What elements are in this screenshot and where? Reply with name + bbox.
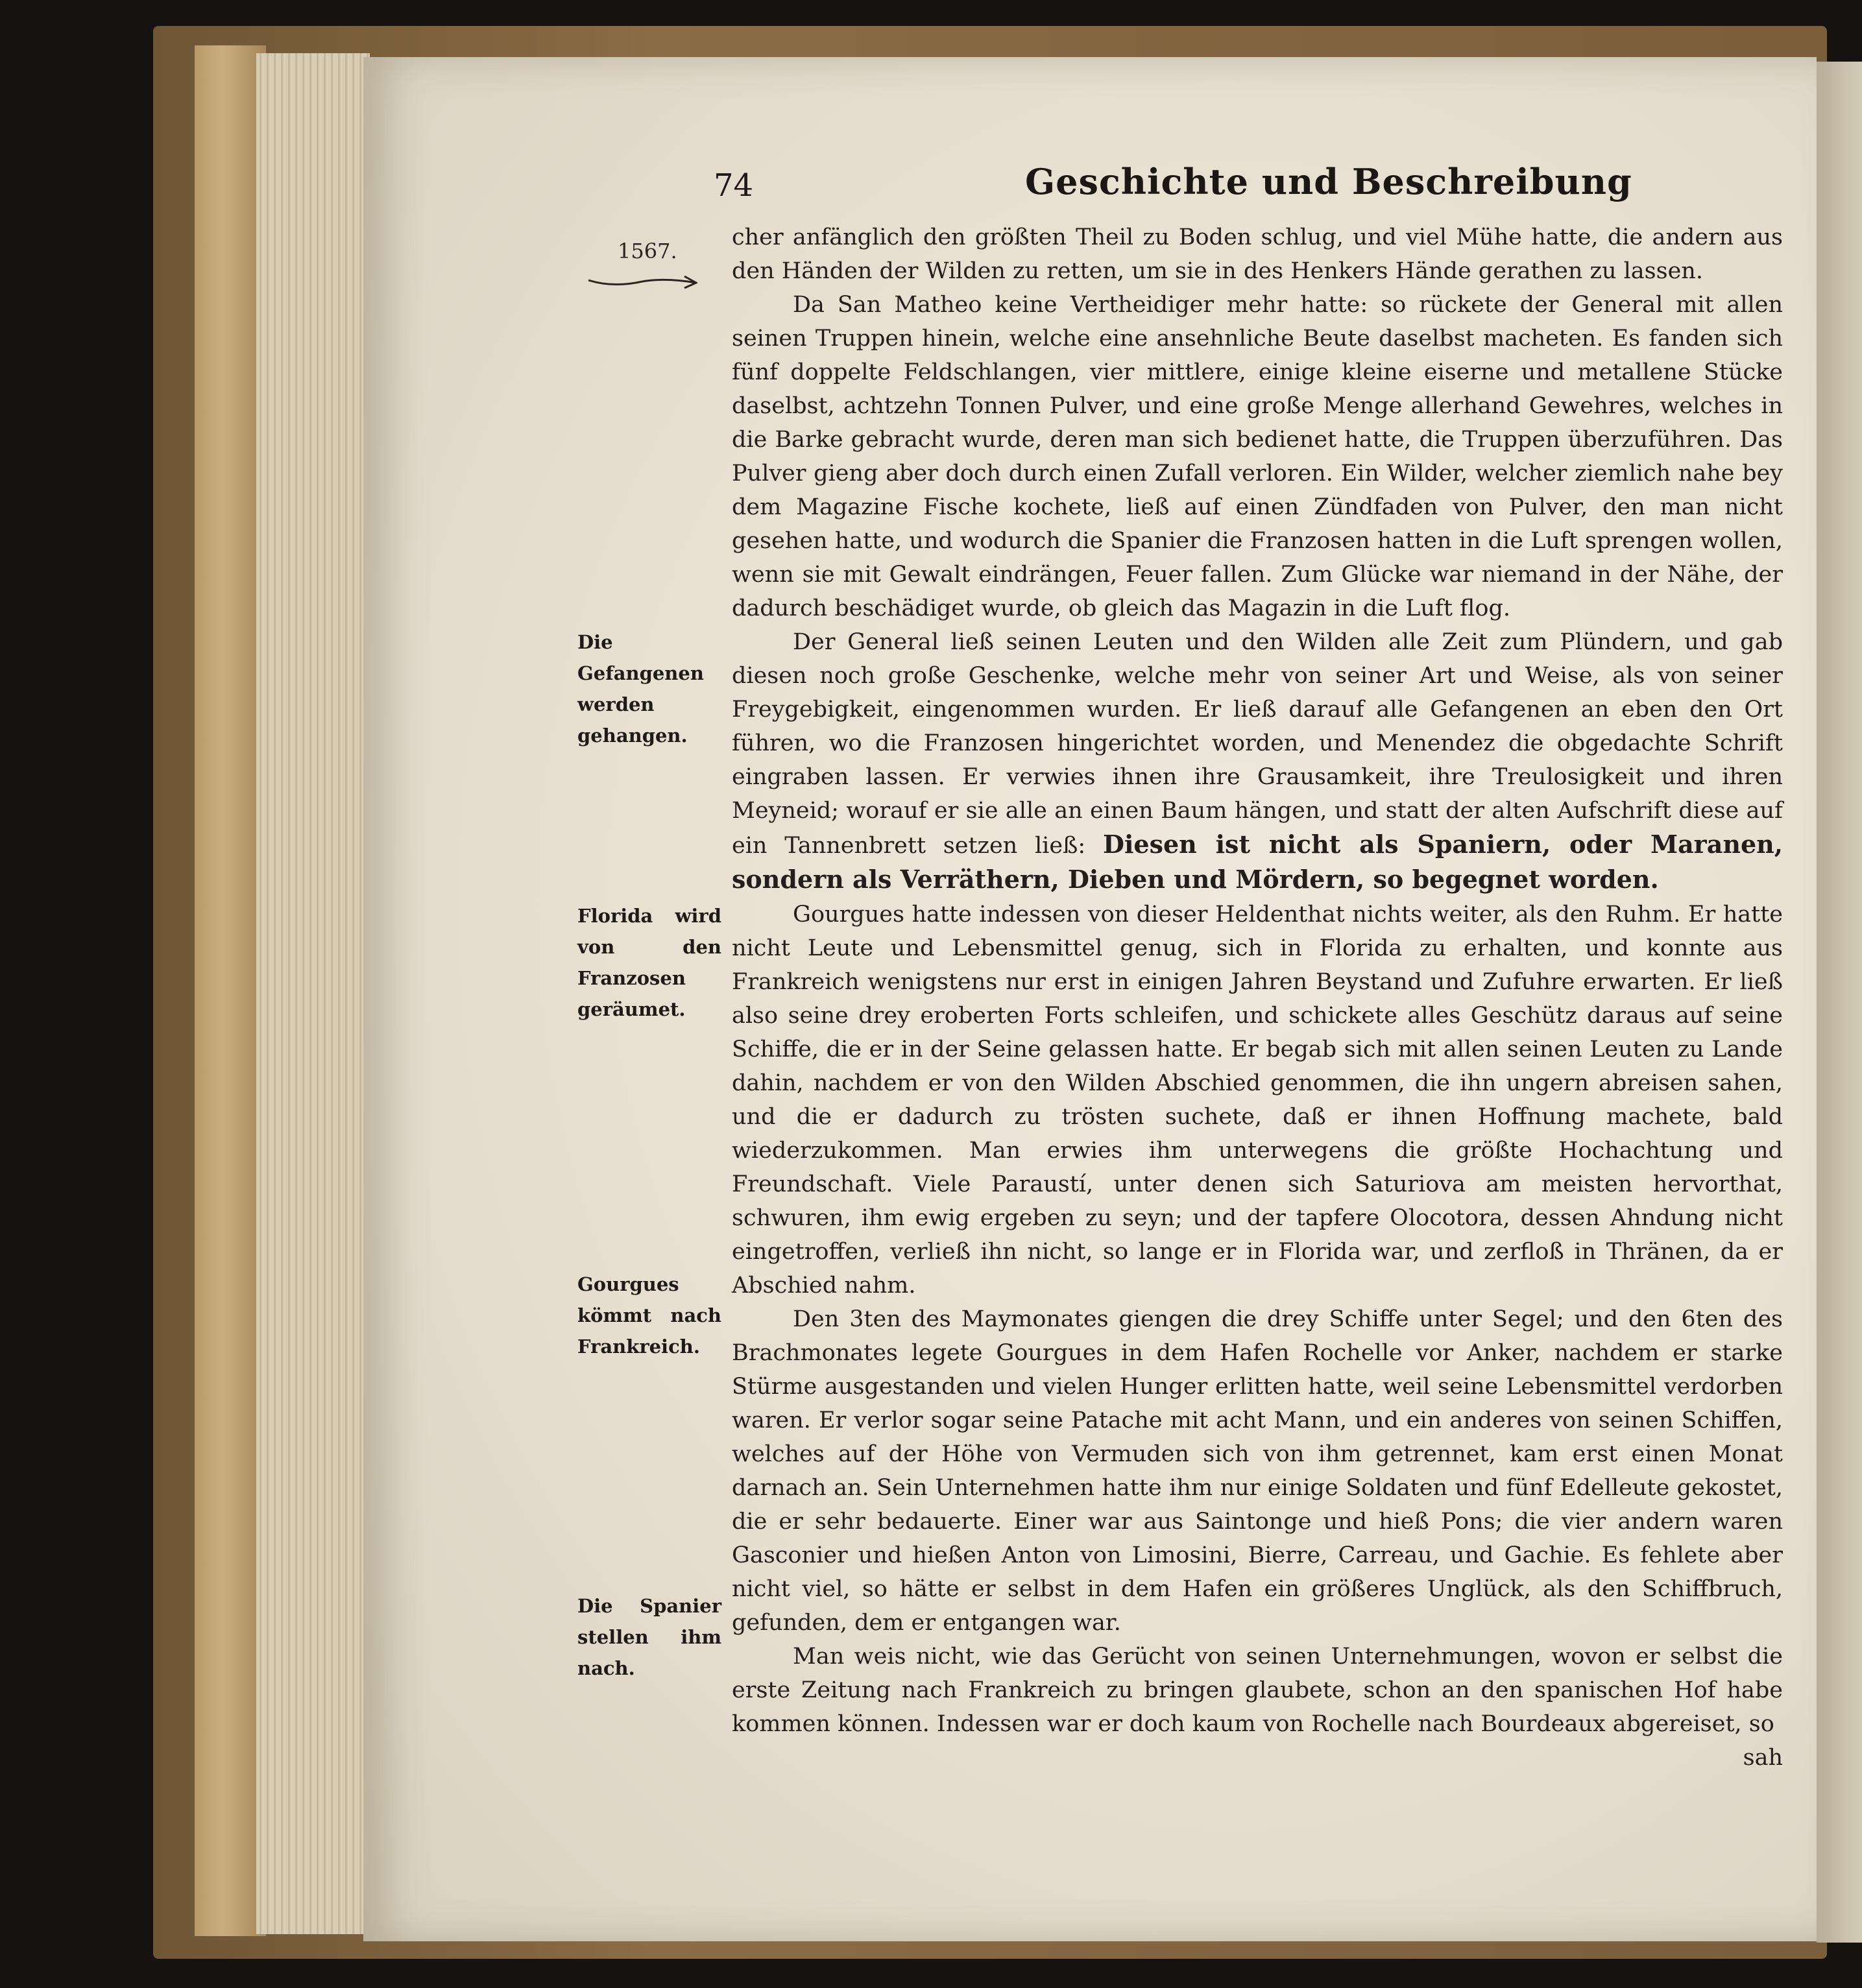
paragraph: cher anfänglich den größten Theil zu Boden schlug, und viel Mühe hatte, die andern aus den Händen der Wilden zu retten, um sie in des Henkers Hände gerathen zu lassen. — [732, 224, 1783, 284]
facing-page-edge — [1817, 62, 1862, 1943]
paragraph: Den 3ten des Maymonates giengen die drey Schiffe unter Segel; und den 6ten des Brachmonates legete Gourgues in dem Hafen Rochelle vor Anker, nachdem er starke Stürme ausgestanden und vielen Hunger erlitten hatte, weil seine Lebensmittel verdorben waren. Er verlor sogar seine Patache mit acht Mann, und ein anderes von seinen Schiffen, welches auf der Höhe von Vermuden sich von ihm getrennet, kam erst einen Monat darnach an. Sein Unternehmen hatte ihm nur einige Soldaten und fünf Edelleute gekostet, die er sehr bedauerte. Einer war aus Saintonge und hieß Pons; die vier andern waren Gasconier und hießen Anton von Limosini, Bierre, Carreau, und Gachie. Es fehlete aber nicht viel, so hätte er selbst in dem Hafen ein größeres Unglück, als den Schiffbruch, gefunden, dem er entgangen war. — [732, 1306, 1783, 1636]
body-text — [732, 221, 1783, 1775]
paragraph: Gourgues hatte indessen von dieser Heldenthat nichts weiter, als den Ruhm. Er hatte nicht Leute und Lebensmittel genug, sich in Florida zu erhalten, und konnte aus Frankreich wenigstens nur erst in einigen Jahren Beystand und Zufuhre erwarten. Er ließ also seine drey eroberten Forts schleifen, und schickete alles Geschütz daraus auf seine Schiffe, die er in der Seine gelassen hatte. Er begab sich mit allen seinen Leuten zu Lande dahin, nachdem er von den Wilden Abschied genommen, die ihn ungern abreisen sahen, und die er dadurch zu trösten suchete, daß er ihnen Hoffnung machete, bald wiederzukommen. Man erwies ihm unterwegens die größte Hochachtung und Freundschaft. Viele Paraustí, unter denen sich Saturiova am meisten hervorthat, schwuren, ihm ewig ergeben zu seyn; und der tapfere Olocotora, dessen Ahndung nicht eingetroffen, verließ ihn nicht, so lange er in Florida war, und zerfloß in Thränen, da er Abschied nahm. — [732, 902, 1783, 1299]
running-title: Geschichte und Beschreibung — [1025, 161, 1632, 202]
cover-edge — [195, 45, 266, 1936]
year-swash-ornament — [587, 271, 697, 291]
catchword: sah — [1743, 1745, 1783, 1771]
margin-note-spaniards: Die Spanier stellen ihm nach. — [577, 1595, 721, 1679]
page-number: 74 — [714, 167, 754, 204]
paragraph: Da San Matheo keine Vertheidiger mehr hatte: so rückete der General mit allen seinen Truppen hinein, welche eine ansehnliche Beute daselbst macheten. Es fanden sich fünf doppelte Feldschlangen, vier mittlere, einige kleine eiserne und metallene Stücke daselbst, achtzehn Tonnen Pulver, und eine große Menge allerhand Gewehres, welches in die Barke gebracht wurde, deren man sich bedienet hatte, die Truppen überzuführen. Das Pulver gieng aber doch durch einen Zufall verloren. Ein Wilder, welcher ziemlich nahe bey dem Magazine Fische kochete, ließ auf einen Zündfaden von Pulver, den man nicht gesehen hatte, und wodurch die Spanier die Franzosen hatten in die Luft sprengen wollen, wenn sie mit Gewalt eindrängen, Feuer fallen. Zum Glücke war niemand in der Nähe, der dadurch beschädiget wurde, ob gleich das Magazin in die Luft flog. — [732, 292, 1783, 621]
margin-note-florida: Florida wird von den Franzosen geräumet. — [577, 905, 721, 1020]
paragraph-text: Der General ließ seinen Leuten und den Wilden alle Zeit zum Plündern, und gab diesen noch große Geschenke, welche mehr von seiner Art und Weise, als von seiner Freygebigkeit, eingenommen wurden. Er ließ darauf alle Gefangenen an eben den Ort führen, wo die Franzosen hingerichtet worden, und Menendez die obgedachte Schrift eingraben lassen. Er verwies ihnen ihre Grausamkeit, ihre Treulosigkeit und ihren Meyneid; worauf er sie alle an einen Baum hängen, und statt der alten Aufschrift diese auf ein Tannenbrett setzen ließ: — [732, 629, 1783, 859]
paragraph — [732, 625, 1783, 898]
running-head — [714, 161, 1791, 213]
paragraph: Man weis nicht, wie das Gerücht von seinen Unternehmungen, wovon er selbst die erste Zeitung nach Frankreich zu bringen glaubete, schon an den spanischen Hof habe kommen können. Indessen war er doch kaum von Rochelle nach Bourdeaux abgereiset, so — [732, 1644, 1783, 1737]
inscription-text: Diesen ist nicht als Spaniern, oder Maranen, sondern als Verräthern, Dieben und Mördern, so begegnet worden. — [732, 830, 1783, 894]
margin-note-prisoners: Die Gefangenen werden gehangen. — [577, 631, 704, 747]
year-note: 1567. — [618, 239, 677, 263]
margin-note-gourgues: Gourgues kömmt nach Frankreich. — [577, 1273, 721, 1358]
page-stack — [256, 53, 370, 1934]
